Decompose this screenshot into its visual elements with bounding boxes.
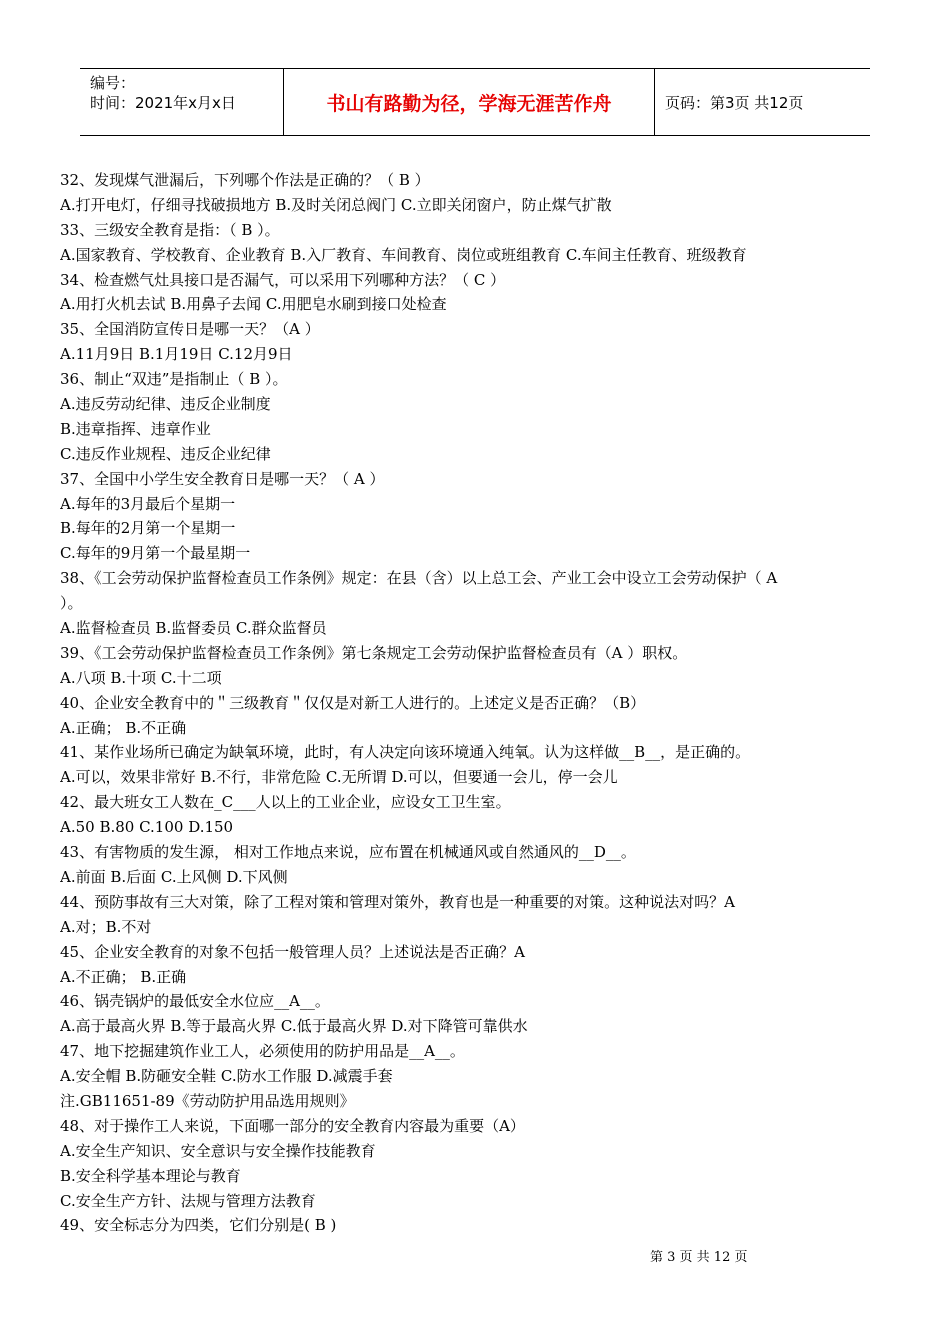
page-header — [80, 68, 870, 136]
text-line: A.50 B.80 C.100 D.150 — [60, 818, 234, 837]
text-line: 42、最大班女工人数在_C___人以上的工业企业，应设女工卫生室。 — [60, 793, 511, 812]
text-line: 41、某作业场所已确定为缺氧环境，此时，有人决定向该环境通入纯氧。认为这样做__B__，是正确的。 — [60, 743, 751, 762]
header-motto: 书山有路勤为径，学海无涯苦作舟 — [283, 69, 655, 135]
page-footer: 第 3 页 共 12 页 — [650, 1250, 748, 1265]
text-line: 45、企业安全教育的对象不包括一般管理人员？上述说法是否正确？A — [60, 942, 525, 961]
text-line: A.11月9日 B.1月19日 C.12月9日 — [60, 345, 293, 364]
text-line: A.违反劳动纪律、违反企业制度 — [60, 395, 271, 414]
text-line: A.对；B.不对 — [60, 917, 152, 936]
text-line: A.不正确； B.正确 — [60, 967, 187, 986]
text-line: B.安全科学基本理论与教育 — [60, 1166, 241, 1185]
document-date: 时间：2021年x月x日 — [90, 94, 236, 112]
text-line: B.违章指挥、违章作业 — [60, 419, 211, 438]
text-line: 49、安全标志分为四类，它们分别是( B ) — [60, 1216, 337, 1235]
text-line: ）。 — [60, 594, 83, 613]
text-line: 注.GB11651-89《劳动防护用品选用规则》 — [60, 1091, 355, 1110]
text-line: 40、企业安全教育中的＂三级教育＂仅仅是对新工人进行的。上述定义是否正确？（B） — [60, 693, 646, 712]
text-line: A.打开电灯，仔细寻找破损地方 B.及时关闭总阀门 C.立即关闭窗户，防止煤气扩散 — [60, 195, 612, 214]
text-line: C.安全生产方针、法规与管理方法教育 — [60, 1191, 316, 1210]
text-line: 37、全国中小学生安全教育日是哪一天？（ A ） — [60, 469, 385, 488]
text-line: A.可以，效果非常好 B.不行，非常危险 C.无所谓 D.可以，但要通一会儿，停一会儿 — [60, 768, 618, 787]
text-line: 44、预防事故有三大对策，除了工程对策和管理对策外，教育也是一种重要的对策。这种说法对吗？A — [60, 892, 735, 911]
text-line: B.每年的2月第一个星期一 — [60, 519, 236, 538]
text-line: 35、全国消防宣传日是哪一天？（A ） — [60, 320, 320, 339]
text-line: 32、发现煤气泄漏后，下列哪个作法是正确的？（ B ） — [60, 171, 430, 189]
text-line: 38、《工会劳动保护监督检查员工作条例》规定：在县（含）以上总工会、产业工会中设立工会劳动保护（ A — [60, 569, 778, 588]
text-line: A.国家教育、学校教育、企业教育 B.入厂教育、车间教育、岗位或班组教育 C.车间主任教育、班级教育 — [60, 245, 747, 264]
question-list — [60, 168, 900, 1238]
text-line: A.高于最高火界 B.等于最高火界 C.低于最高火界 D.对下降管可靠供水 — [60, 1017, 528, 1036]
document-number: 编号： — [90, 74, 136, 92]
text-line: A.监督检查员 B.监督委员 C.群众监督员 — [60, 619, 327, 638]
text-line: A.正确； B.不正确 — [60, 718, 187, 737]
text-line: 48、对于操作工人来说，下面哪一部分的安全教育内容最为重要（A） — [60, 1116, 525, 1135]
text-line: 34、检查燃气灶具接口是否漏气，可以采用下列哪种方法？（ C ） — [60, 270, 506, 289]
header-meta — [80, 69, 283, 135]
text-line: C.违反作业规程、违反企业纪律 — [60, 444, 271, 463]
text-line: 39、《工会劳动保护监督检查员工作条例》第七条规定工会劳动保护监督检查员有（A ）职权。 — [60, 643, 688, 662]
header-page-info: 页码：第3页 共12页 — [665, 93, 804, 112]
text-line: A.安全生产知识、安全意识与安全操作技能教育 — [60, 1141, 376, 1160]
text-line: A.用打火机去试 B.用鼻子去闻 C.用肥皂水刷到接口处检查 — [60, 295, 447, 314]
text-line: A.八项 B.十项 C.十二项 — [60, 668, 222, 687]
text-line: A.前面 B.后面 C.上风侧 D.下风侧 — [60, 867, 288, 886]
text-line: 36、制止“双违”是指制止（ B ）。 — [60, 370, 288, 389]
text-line: A.每年的3月最后个星期一 — [60, 494, 236, 513]
text-line: 43、有害物质的发生源， 相对工作地点来说，应布置在机械通风或自然通风的__D__。 — [60, 843, 636, 862]
text-line: A.安全帽 B.防砸安全鞋 C.防水工作服 D.减震手套 — [60, 1067, 393, 1086]
text-line: 46、锅壳锅炉的最低安全水位应__A__。 — [60, 992, 330, 1011]
text-line: 33、三级安全教育是指：（ B ）。 — [60, 220, 280, 239]
text-line: C.每年的9月第一个最星期一 — [60, 544, 251, 563]
text-line: 47、地下挖掘建筑作业工人，必须使用的防护用品是__A__。 — [60, 1042, 465, 1061]
